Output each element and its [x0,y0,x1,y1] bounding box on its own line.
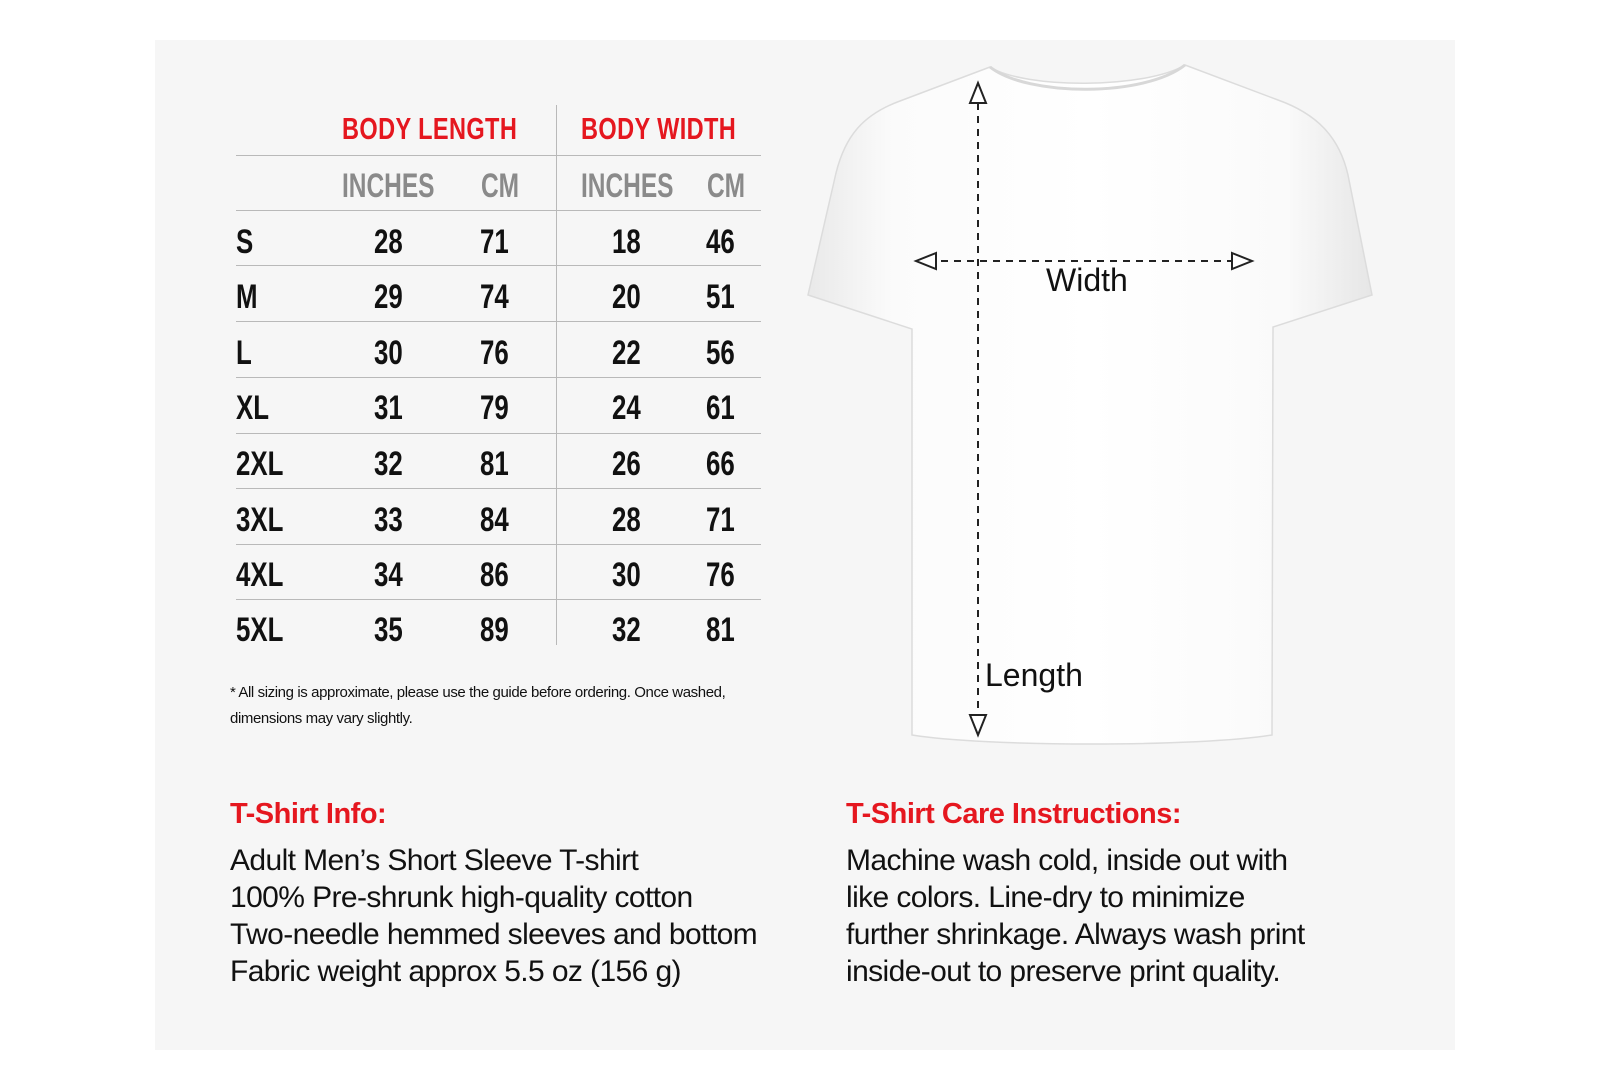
care-instructions-line: like colors. Line-dry to minimize [846,881,1245,914]
length-cm-cell: 84 [480,501,509,539]
table-row [236,270,761,325]
length-inches-cell: 35 [374,611,403,649]
size-cell: 2XL [236,445,284,483]
length-inches-cell: 34 [374,556,403,594]
width-inches-header: INCHES [581,167,674,205]
width-cm-cell: 61 [706,389,735,427]
length-inches-header: INCHES [342,167,435,205]
length-cm-cell: 81 [480,445,509,483]
care-instructions-line: inside-out to preserve print quality. [846,955,1281,988]
tshirt-body [808,65,1372,744]
width-inches-cell: 30 [612,556,641,594]
table-row [236,381,761,436]
width-cm-cell: 66 [706,445,735,483]
width-cm-cell: 71 [706,501,735,539]
length-cm-cell: 89 [480,611,509,649]
row-divider [236,155,761,156]
tshirt-info-line: 100% Pre-shrunk high-quality cotton [230,881,693,914]
row-divider [236,210,761,211]
width-cm-cell: 51 [706,278,735,316]
tshirt-info-title: T-Shirt Info: [230,798,387,830]
length-inches-cell: 31 [374,389,403,427]
width-cm-cell: 56 [706,334,735,372]
body-length-header: BODY LENGTH [342,111,518,146]
width-inches-cell: 20 [612,278,641,316]
tshirt-info-line: Two-needle hemmed sleeves and bottom [230,918,758,951]
size-cell: XL [236,389,270,427]
length-inches-cell: 33 [374,501,403,539]
sizing-note [230,680,790,732]
length-inches-cell: 32 [374,445,403,483]
width-inches-cell: 22 [612,334,641,372]
size-cell: M [236,278,258,316]
size-cell: 3XL [236,501,284,539]
care-instructions-title: T-Shirt Care Instructions: [846,798,1182,830]
size-cell: 5XL [236,611,284,649]
width-cm-cell: 76 [706,556,735,594]
width-inches-cell: 24 [612,389,641,427]
length-cm-cell: 76 [480,334,509,372]
length-cm-header: CM [481,167,520,205]
width-inches-cell: 26 [612,445,641,483]
size-chart-table [236,105,761,650]
length-cm-cell: 79 [480,389,509,427]
length-label: Length [985,657,1083,693]
tshirt-info-line: Adult Men’s Short Sleeve T-shirt [230,844,639,877]
length-inches-cell: 28 [374,223,403,261]
care-instructions-line: Machine wash cold, inside out with [846,844,1288,877]
width-cm-cell: 46 [706,223,735,261]
width-label: Width [1046,262,1128,298]
width-inches-cell: 18 [612,223,641,261]
width-inches-cell: 28 [612,501,641,539]
length-inches-cell: 29 [374,278,403,316]
table-row [236,603,761,658]
length-cm-cell: 71 [480,223,509,261]
width-cm-cell: 81 [706,611,735,649]
length-cm-cell: 86 [480,556,509,594]
table-row [236,437,761,492]
size-cell: L [236,334,252,372]
size-cell: 4XL [236,556,284,594]
length-inches-cell: 30 [374,334,403,372]
table-row [236,548,761,603]
table-row [236,326,761,381]
tshirt-diagram [800,55,1380,750]
size-cell: S [236,223,254,261]
length-cm-cell: 74 [480,278,509,316]
width-cm-header: CM [707,167,746,205]
width-inches-cell: 32 [612,611,641,649]
sizing-note-line: dimensions may vary slightly. [230,710,413,727]
care-instructions-line: further shrinkage. Always wash print [846,918,1305,951]
table-row [236,215,761,270]
tshirt-info-line: Fabric weight approx 5.5 oz (156 g) [230,955,681,988]
sizing-note-line: * All sizing is approximate, please use the guide before ordering. Once washed, [230,684,726,701]
body-width-header: BODY WIDTH [581,111,737,146]
table-row [236,493,761,548]
